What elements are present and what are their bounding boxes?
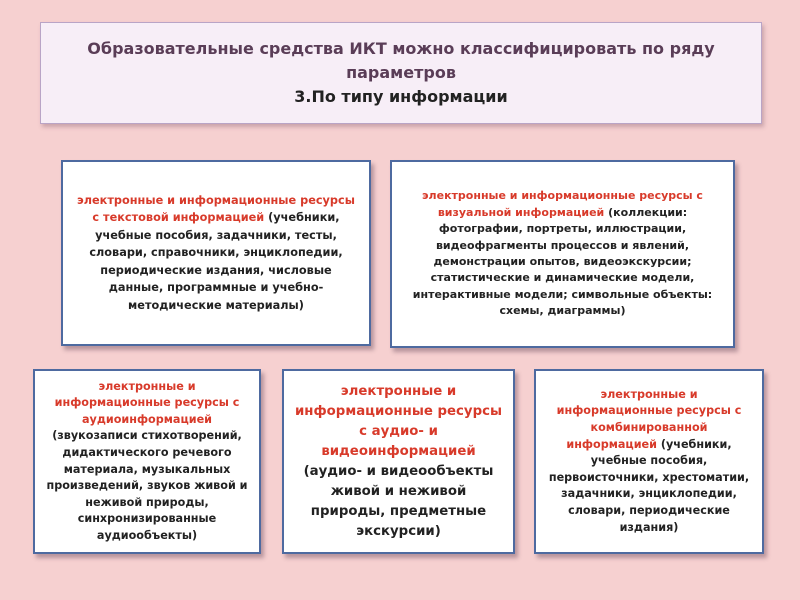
title-box bbox=[40, 22, 762, 124]
card-lead: электронные и информационные ресурсы с комбинированной информацией bbox=[556, 387, 742, 451]
card-audio-resources bbox=[33, 369, 261, 554]
card-body: (коллекции: фотографии, портреты, иллюстрации, видеофрагменты процессов и явлений, демонстрации опытов, видеоэкскурсии; статистические и динамические модели, интерактивные модели; символьные объекты: схемы, диаграммы) bbox=[412, 205, 713, 318]
card-text-resources bbox=[61, 160, 371, 346]
card-body: (учебники, учебные пособия, задачники, тесты, словари, справочники, энциклопедии, периодические издания, числовые данные, программные и учебно-методические материалы) bbox=[89, 211, 343, 312]
card-body: (учебники, учебные пособия, первоисточники, хрестоматии, задачники, энциклопедии, словари, периодические издания) bbox=[548, 437, 750, 534]
card-visual-content bbox=[402, 188, 723, 319]
card-combined-content bbox=[546, 387, 752, 536]
card-combined-resources bbox=[534, 369, 764, 554]
card-lead: электронные и информационные ресурсы с визуальной информацией bbox=[422, 189, 703, 219]
card-lead: электронные и информационные ресурсы с текстовой информацией bbox=[77, 193, 355, 225]
card-body: (аудио- и видеообъекты живой и неживой природы, предметные экскурсии) bbox=[303, 463, 494, 539]
card-audio-video-resources bbox=[282, 369, 515, 554]
page-subtitle: 3.По типу информации bbox=[294, 87, 508, 106]
card-lead: электронные и информационные ресурсы с аудио- и видеоинформацией bbox=[294, 383, 503, 459]
card-body: (звукозаписи стихотворений, дидактического речевого материала, музыкальных произведений, звуков живой и неживой природы, синхронизированные аудиообъекты) bbox=[46, 429, 248, 542]
card-visual-resources bbox=[390, 160, 735, 348]
card-av-content bbox=[294, 382, 503, 542]
card-lead: электронные и информационные ресурсы с аудиоинформацией bbox=[54, 379, 240, 426]
card-audio-content bbox=[45, 379, 249, 545]
card-text-content bbox=[73, 192, 359, 315]
page-title: Образовательные средства ИКТ можно классифицировать по ряду параметров bbox=[87, 39, 715, 82]
